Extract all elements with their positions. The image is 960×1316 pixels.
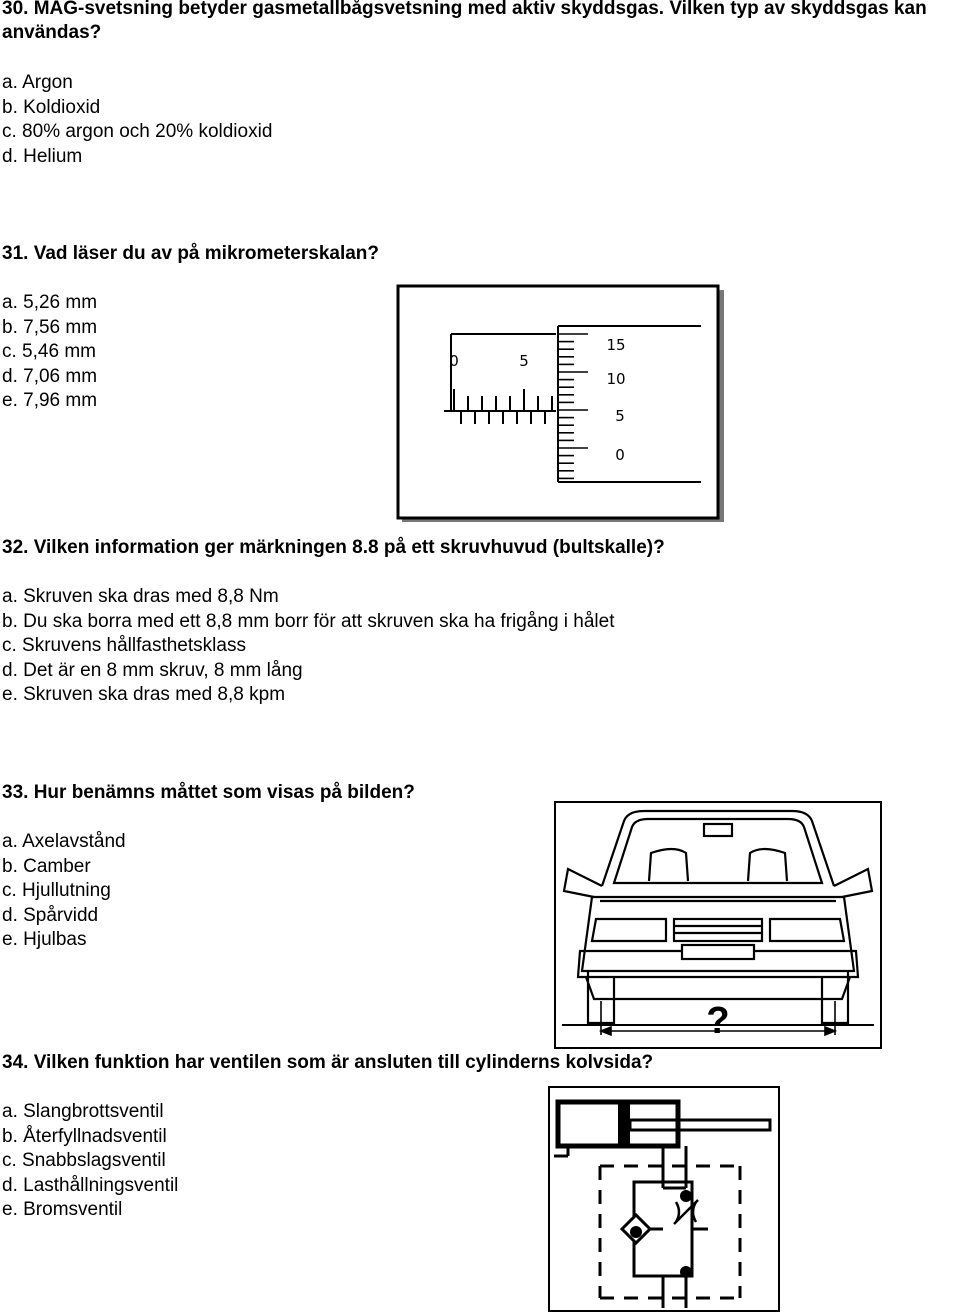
- option-c: c. Hjullutning: [2, 880, 111, 902]
- option-d: d. Lasthållningsventil: [2, 1174, 179, 1196]
- car-track-figure: [554, 801, 882, 1049]
- car-front-illustration: [554, 801, 882, 1049]
- sleeve-label: 5: [519, 352, 529, 370]
- question-31-options: [2, 291, 97, 414]
- option-e: e. Skruven ska dras med 8,8 kpm: [2, 684, 286, 706]
- option-b: b. Koldioxid: [2, 96, 101, 118]
- question-32-options: [2, 585, 615, 708]
- option-b: b. 7,56 mm: [2, 316, 98, 338]
- option-d: d. Helium: [2, 145, 83, 167]
- option-a: a. Slangbrottsventil: [2, 1101, 164, 1122]
- option-b: b. Camber: [2, 855, 91, 877]
- question-30-title: 30. MAG-svetsning betyder gasmetallbågsvetsning med aktiv skyddsgas. Vilken typ av skyddsgas kan användas?: [2, 0, 927, 43]
- option-c: c. Skruvens hållfasthetsklass: [2, 635, 246, 657]
- option-a: a. Argon: [2, 72, 73, 93]
- dimension-question-mark: ?: [706, 1000, 730, 1042]
- option-c: c. 80% argon och 20% koldioxid: [2, 121, 273, 143]
- option-a: a. Skruven ska dras med 8,8 Nm: [2, 586, 279, 607]
- micrometer-figure: [396, 284, 728, 526]
- thimble-label: 5: [615, 407, 625, 425]
- cylinder-valve-schematic: [548, 1086, 780, 1312]
- hydraulic-cylinder-figure: [548, 1086, 780, 1312]
- question-34-options: [2, 1100, 178, 1223]
- thimble-label: 0: [615, 446, 625, 464]
- question-33-title: 33. Hur benämns måttet som visas på bilden?: [2, 782, 415, 803]
- question-34-title: 34. Vilken funktion har ventilen som är ansluten till cylinderns kolvsida?: [2, 1052, 654, 1073]
- option-b: b. Återfyllnadsventil: [2, 1125, 167, 1147]
- thimble-label: 15: [606, 336, 626, 354]
- question-32-title: 32. Vilken information ger märkningen 8.8 på ett skruvhuvud (bultskalle)?: [2, 537, 665, 558]
- micrometer-illustration: [396, 284, 728, 526]
- option-e: e. Hjulbas: [2, 929, 87, 951]
- option-a: a. Axelavstånd: [2, 831, 126, 852]
- option-b: b. Du ska borra med ett 8,8 mm borr för att skruven ska ha frigång i hålet: [2, 610, 615, 632]
- option-c: c. Snabbslagsventil: [2, 1150, 166, 1172]
- question-33-options: [2, 830, 126, 953]
- option-c: c. 5,46 mm: [2, 341, 96, 363]
- sleeve-label: 0: [449, 352, 459, 370]
- option-e: e. 7,96 mm: [2, 390, 98, 412]
- option-d: d. Det är en 8 mm skruv, 8 mm lång: [2, 659, 303, 681]
- question-30-options: [2, 71, 272, 169]
- option-a: a. 5,26 mm: [2, 292, 98, 313]
- option-d: d. 7,06 mm: [2, 365, 98, 387]
- question-31-title: 31. Vad läser du av på mikrometerskalan?: [2, 243, 380, 264]
- option-d: d. Spårvidd: [2, 904, 99, 926]
- option-e: e. Bromsventil: [2, 1199, 123, 1221]
- thimble-label: 10: [606, 370, 626, 388]
